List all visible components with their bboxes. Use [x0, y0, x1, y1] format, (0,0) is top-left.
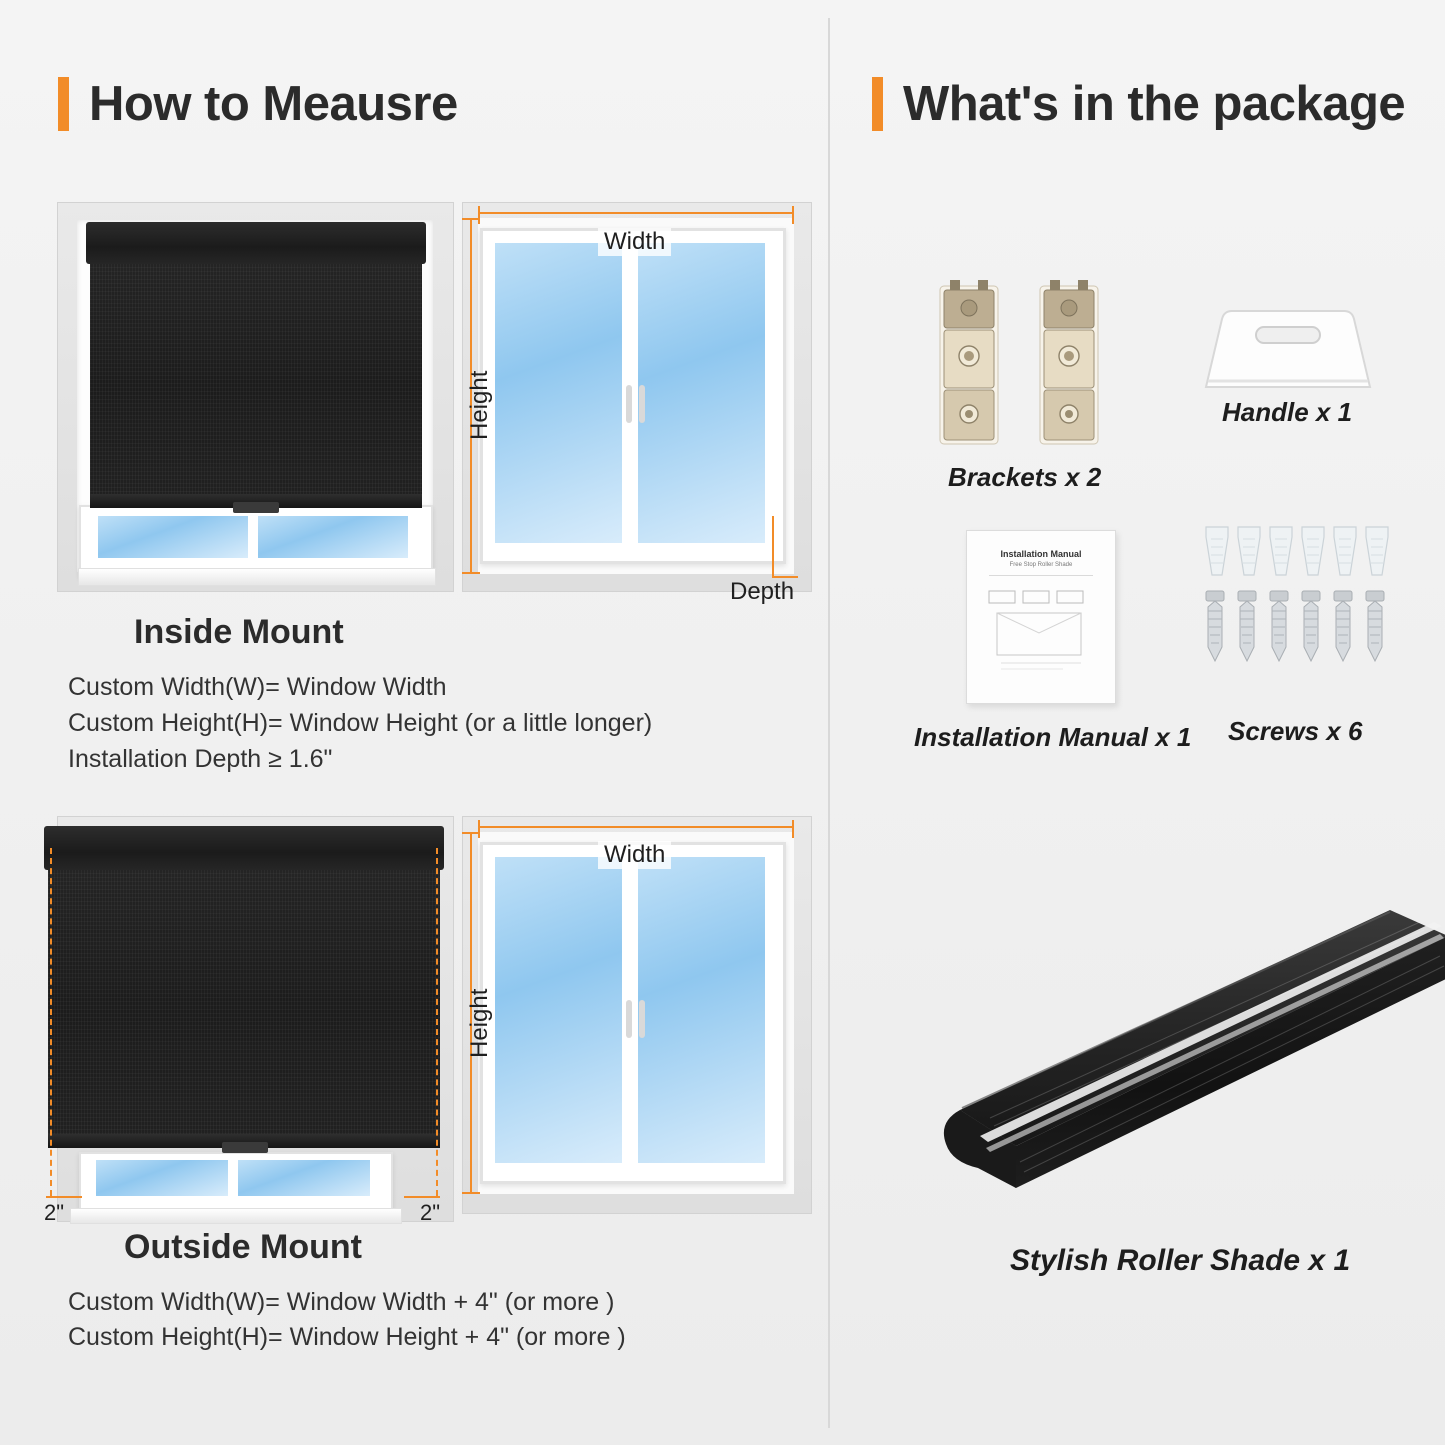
handle-icon	[1198, 305, 1378, 395]
handle-caption: Handle x 1	[1222, 397, 1353, 427]
manual-diagram-icon	[981, 585, 1101, 681]
overhang-dim-right	[404, 1196, 440, 1198]
overhang-guide-left	[50, 848, 52, 1196]
height-dim-tick-top	[462, 218, 480, 220]
column-divider	[828, 18, 830, 1428]
manual-title: Installation Manual	[1000, 549, 1082, 559]
width-dim-tick-right-outside	[792, 820, 794, 838]
width-dim-tick-left-outside	[478, 820, 480, 838]
inside-mount-spec-2: Custom Height(H)= Window Height (or a little longer)	[68, 709, 653, 737]
brackets-caption: Brackets x 2	[948, 462, 1102, 492]
manual-subtitle: Free Stop Roller Shade	[1009, 562, 1073, 568]
height-dim-tick-top-outside	[462, 832, 480, 834]
inside-mount-title: Inside Mount	[134, 613, 344, 651]
manual-cover	[966, 530, 1116, 704]
roller-shade-caption: Stylish Roller Shade x 1	[1010, 1244, 1351, 1277]
overhang-guide-right	[436, 848, 438, 1196]
glass-pane-left-outside	[96, 1160, 228, 1196]
shade-headrail-outside	[44, 826, 444, 870]
left-heading-text: How to Meausre	[89, 77, 458, 131]
shade-handle	[233, 502, 279, 513]
window-sill	[78, 568, 436, 586]
left-panel-heading	[58, 76, 458, 132]
window-handle-left-outside	[626, 1000, 632, 1038]
height-label: Height	[466, 370, 493, 440]
height-dim-tick-bottom	[462, 572, 480, 574]
width-dimension-line-outside	[478, 826, 794, 828]
outside-mount-spec-2: Custom Height(H)= Window Height + 4" (or more )	[68, 1323, 626, 1351]
inside-mount-spec-3: Installation Depth ≥ 1.6"	[68, 745, 333, 773]
width-label: Width	[598, 228, 671, 256]
depth-label: Depth	[730, 578, 795, 605]
glass-pane-right	[258, 516, 408, 558]
right-heading-text: What's in the package	[903, 77, 1406, 131]
overhang-dim-left	[46, 1196, 82, 1198]
overhang-label-left: 2"	[44, 1200, 65, 1225]
window-handle-left	[626, 385, 632, 423]
screws-icon	[1200, 525, 1400, 685]
shade-handle-outside	[222, 1142, 268, 1153]
shade-fabric	[90, 264, 422, 504]
overhang-label-right: 2"	[420, 1200, 441, 1225]
width-label-outside: Width	[598, 841, 671, 869]
roller-shade-icon	[920, 900, 1445, 1220]
glass-pane-left	[98, 516, 248, 558]
brackets-icon	[930, 278, 1130, 458]
window-sill-outside	[70, 1208, 402, 1224]
outside-mount-title: Outside Mount	[124, 1228, 362, 1266]
depth-dim-tick	[772, 516, 774, 578]
manual-rule	[989, 575, 1093, 576]
measure-glass-right-outside	[638, 857, 765, 1163]
window-handle-right-outside	[639, 1000, 645, 1038]
measure-glass-left	[495, 243, 622, 543]
width-dimension-line	[478, 212, 794, 214]
outside-mount-spec-1: Custom Width(W)= Window Width + 4" (or more )	[68, 1288, 615, 1316]
accent-bar-right	[872, 77, 883, 131]
accent-bar-left	[58, 77, 69, 131]
measure-glass-left-outside	[495, 857, 622, 1163]
shade-fabric-outside	[48, 870, 440, 1142]
measure-glass-right	[638, 243, 765, 543]
inside-mount-spec-1: Custom Width(W)= Window Width	[68, 673, 447, 701]
right-panel-heading	[872, 76, 1405, 132]
height-dim-tick-bottom-outside	[462, 1192, 480, 1194]
height-label-outside: Height	[466, 988, 493, 1058]
width-dim-tick-left	[478, 206, 480, 224]
shade-headrail	[86, 222, 426, 264]
screws-caption: Screws x 6	[1228, 716, 1363, 746]
width-dim-tick-right	[792, 206, 794, 224]
manual-caption: Installation Manual x 1	[914, 722, 1192, 752]
window-handle-right	[639, 385, 645, 423]
glass-pane-right-outside	[238, 1160, 370, 1196]
